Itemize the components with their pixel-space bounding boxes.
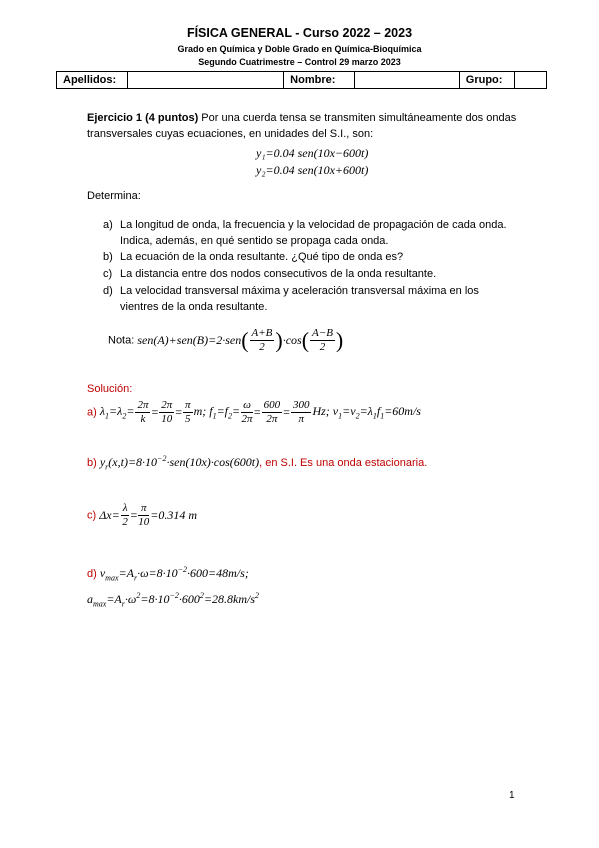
solution-b-text: , en S.I. Es una onda estacionaria. xyxy=(259,457,428,469)
exercise-heading: Ejercicio 1 (4 puntos) xyxy=(87,112,199,124)
solution-b: b) $y_r(x,t)=8\cdot 10^{-2}\cdot sen(10x)\cdot\cos(600t)$, en S.I. Es una onda estacionaria. xyxy=(87,454,428,472)
equation-y1: y₁=0.04 sen(10x−600t) xyxy=(256,146,369,160)
solution-d-accel: $a_{max}=A_r\cdot\omega^2=8\cdot 10^{-2}\cdot 600^2=28.8km/s^2$ xyxy=(87,591,259,609)
degree-line: Grado en Química y Doble Grado en Química-Bioquímica xyxy=(177,44,422,54)
solution-c-label: c) xyxy=(87,509,97,522)
exercise-intro-text: Por una cuerda tensa se transmiten simultáneamente dos ondas xyxy=(198,112,517,124)
exercise-intro-line2: transversales cuyas ecuaciones, en unidades del S.I., son: xyxy=(87,128,374,140)
page-title: FÍSICA GENERAL - Curso 2022 – 2023 xyxy=(186,26,413,40)
grupo-label: Grupo: xyxy=(459,72,514,89)
grupo-field[interactable] xyxy=(514,72,546,89)
solution-c: c) Δx= $\frac{\lambda}{2}$ = $\frac{\pi}{10}$ =0.314 m xyxy=(87,502,198,528)
item-text: La longitud de onda, la frecuencia y la velocidad de propagación de cada onda. xyxy=(120,219,507,231)
item-text: La velocidad transversal máxima y aceleración transversal máxima en los xyxy=(120,285,479,297)
item-text-cont: Indica, además, en qué sentido se propaga cada onda. xyxy=(120,235,389,247)
solution-a-label: a) xyxy=(87,406,97,419)
item-label: a) xyxy=(103,219,113,231)
nota-formula: Nota: sen(A)+sen(B)=2·sen( $\frac{A+B}{2}$ )·cos( $\frac{A-B}{2}$ ) xyxy=(108,327,344,353)
solution-d-label: d) xyxy=(87,568,97,580)
solution-b-label: b) xyxy=(87,457,97,469)
apellidos-label: Apellidos: xyxy=(57,72,128,89)
item-label: d) xyxy=(103,285,113,297)
exam-date-line: Segundo Cuatrimestre – Control 29 marzo 2023 xyxy=(198,57,401,67)
item-text-cont: vientres de la onda resultante. xyxy=(120,301,268,313)
determina-label: Determina: xyxy=(87,190,141,202)
page-number: 1 xyxy=(509,790,515,801)
item-label: b) xyxy=(103,251,113,263)
nota-label: Nota: xyxy=(108,334,135,347)
item-text: La ecuación de la onda resultante. ¿Qué tipo de onda es? xyxy=(120,251,404,263)
student-info-table xyxy=(56,71,547,89)
solution-d: d) $v_{max}=A_r\cdot\omega=8\cdot 10^{-2}\cdot 600=48m/s$; xyxy=(87,565,249,583)
solution-a: a) $\lambda_1=\lambda_2=$ $\frac{2\pi}{k}$ = $\frac{2\pi}{10}$ = $\frac{\pi}{5}$ m; $f_1=f_2=$ $\frac{\omega}{2\pi}$ = $\frac{600}{2\pi}$ = $\frac{300}{\pi}$ Hz; $v_1=v_2=\lambda_1f_1=60m/s$ xyxy=(87,399,421,425)
item-label: c) xyxy=(103,268,113,280)
solution-heading: Solución: xyxy=(87,383,133,395)
exercise-intro xyxy=(87,110,547,142)
nombre-label: Nombre: xyxy=(284,72,355,89)
equation-y2: y₂=0.04 sen(10x+600t) xyxy=(256,163,369,177)
nombre-field[interactable] xyxy=(354,72,459,89)
apellidos-field[interactable] xyxy=(127,72,283,89)
item-text: La distancia entre dos nodos consecutivos de la onda resultante. xyxy=(120,268,437,280)
